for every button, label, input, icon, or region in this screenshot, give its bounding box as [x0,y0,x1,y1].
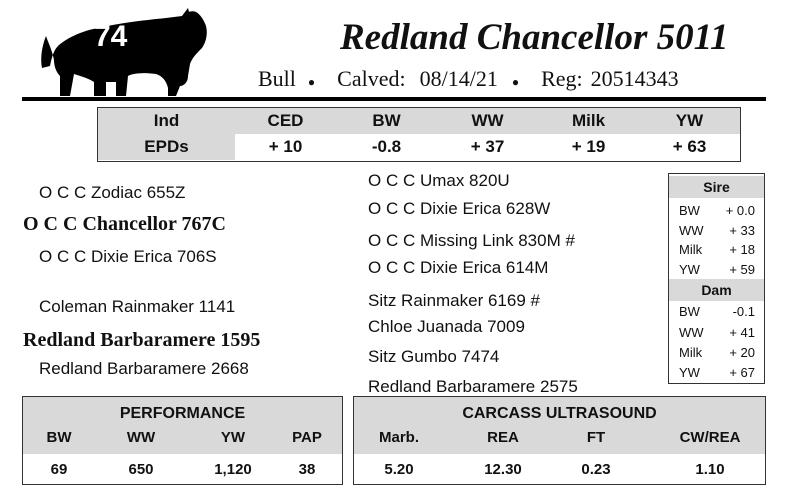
lot-number: 74 [94,20,128,53]
pedigree-ggp-6: Chloe Juanada 7009 [368,317,525,336]
epd-value: -0.8 [371,137,402,156]
dam-epd-value: -0.1 [732,304,755,319]
pedigree-sire-sire: O C C Zodiac 655Z [39,183,186,202]
pedigree-ggp-5: Sitz Rainmaker 6169 # [368,291,540,310]
sire-epd-label: WW [679,223,704,238]
epd-value-row [98,134,740,160]
performance-title: PERFORMANCE [119,405,246,422]
performance-col: WW [126,429,156,446]
pedigree-ggp-3: O C C Missing Link 830M # [368,231,575,250]
pedigree-ggp-8: Redland Barbaramere 2575 [368,377,578,396]
sire-epd-value: + 0.0 [725,203,755,218]
reg-number: 20514343 [590,66,679,91]
performance-value: 1,120 [214,461,252,478]
dam-epd-label: BW [679,304,700,319]
epd-col-header: YW [675,111,704,130]
animal-name: Redland Chancellor 5011 [340,17,729,58]
epd-row-label: EPDs [98,134,235,160]
epd-row-label: Ind [98,108,235,134]
epd-col-header: WW [471,111,504,130]
sire-epd-value: + 33 [729,223,755,238]
dam-epd-label: WW [679,325,704,340]
dam-epd-label: YW [679,365,700,380]
epd-col-header: Milk [571,111,606,130]
pedigree-sire-dam: O C C Dixie Erica 706S [39,247,217,266]
header-divider [22,97,766,101]
performance-value: 38 [298,461,316,478]
reg-label: Reg: [541,66,583,91]
epd-value: + 10 [268,137,303,156]
dam-epd-header: Dam [669,279,764,301]
pedigree-dam-dam: Redland Barbaramere 2668 [39,359,249,378]
sire-epd-label: BW [679,203,700,218]
carcass-table [353,396,766,485]
calved-date: 08/14/21 [419,66,498,91]
bullet-icon: ● [307,74,316,89]
carcass-col: CW/REA [679,429,741,446]
pedigree-ggp-1: O C C Umax 820U [368,171,510,190]
carcass-value: 5.20 [384,461,414,478]
carcass-col: Marb. [378,429,419,446]
bullet-icon: ● [511,74,520,89]
epd-table [97,107,741,162]
carcass-header [354,397,765,454]
carcass-value: 0.23 [581,461,611,478]
performance-col: BW [46,429,72,446]
epd-header-row [98,108,740,134]
performance-header [23,397,342,454]
sire-epd-header: Sire [669,176,764,198]
sire-epd-value: + 59 [729,262,755,277]
performance-value: 650 [128,461,154,478]
dam-epd-value: + 20 [729,345,755,360]
pedigree-ggp-2: O C C Dixie Erica 628W [368,199,551,218]
carcass-title: CARCASS ULTRASOUND [462,405,657,422]
animal-info-line [258,66,679,92]
performance-col: PAP [292,429,322,446]
pedigree-dam-sire: Coleman Rainmaker 1141 [39,297,236,316]
dam-epd-value: + 67 [729,365,755,380]
carcass-col: FT [586,429,606,446]
epd-value: + 19 [571,137,606,156]
pedigree-dam: Redland Barbaramere 1595 [23,329,261,351]
carcass-value: 12.30 [484,461,522,478]
epd-value: + 63 [672,137,707,156]
sire-epd-label: YW [679,262,700,277]
pedigree-ggp-7: Sitz Gumbo 7474 [368,347,500,366]
sire-epd-label: Milk [679,242,703,257]
dam-epd-label: Milk [679,345,703,360]
pedigree-sire: O C C Chancellor 767C [23,213,226,235]
dam-epd-value: + 41 [729,325,755,340]
carcass-value: 1.10 [695,461,725,478]
performance-value: 69 [50,461,68,478]
performance-table [22,396,343,485]
epd-col-header: CED [267,111,304,130]
calved-label: Calved: [337,66,406,91]
epd-col-header: BW [372,111,401,130]
pedigree-ggp-4: O C C Dixie Erica 614M [368,258,549,277]
sex-label: Bull [258,66,296,91]
performance-col: YW [220,429,246,446]
sire-epd-value: + 18 [729,242,755,257]
parent-epd-box [668,173,765,384]
carcass-col: REA [487,429,519,446]
epd-value: + 37 [470,137,505,156]
